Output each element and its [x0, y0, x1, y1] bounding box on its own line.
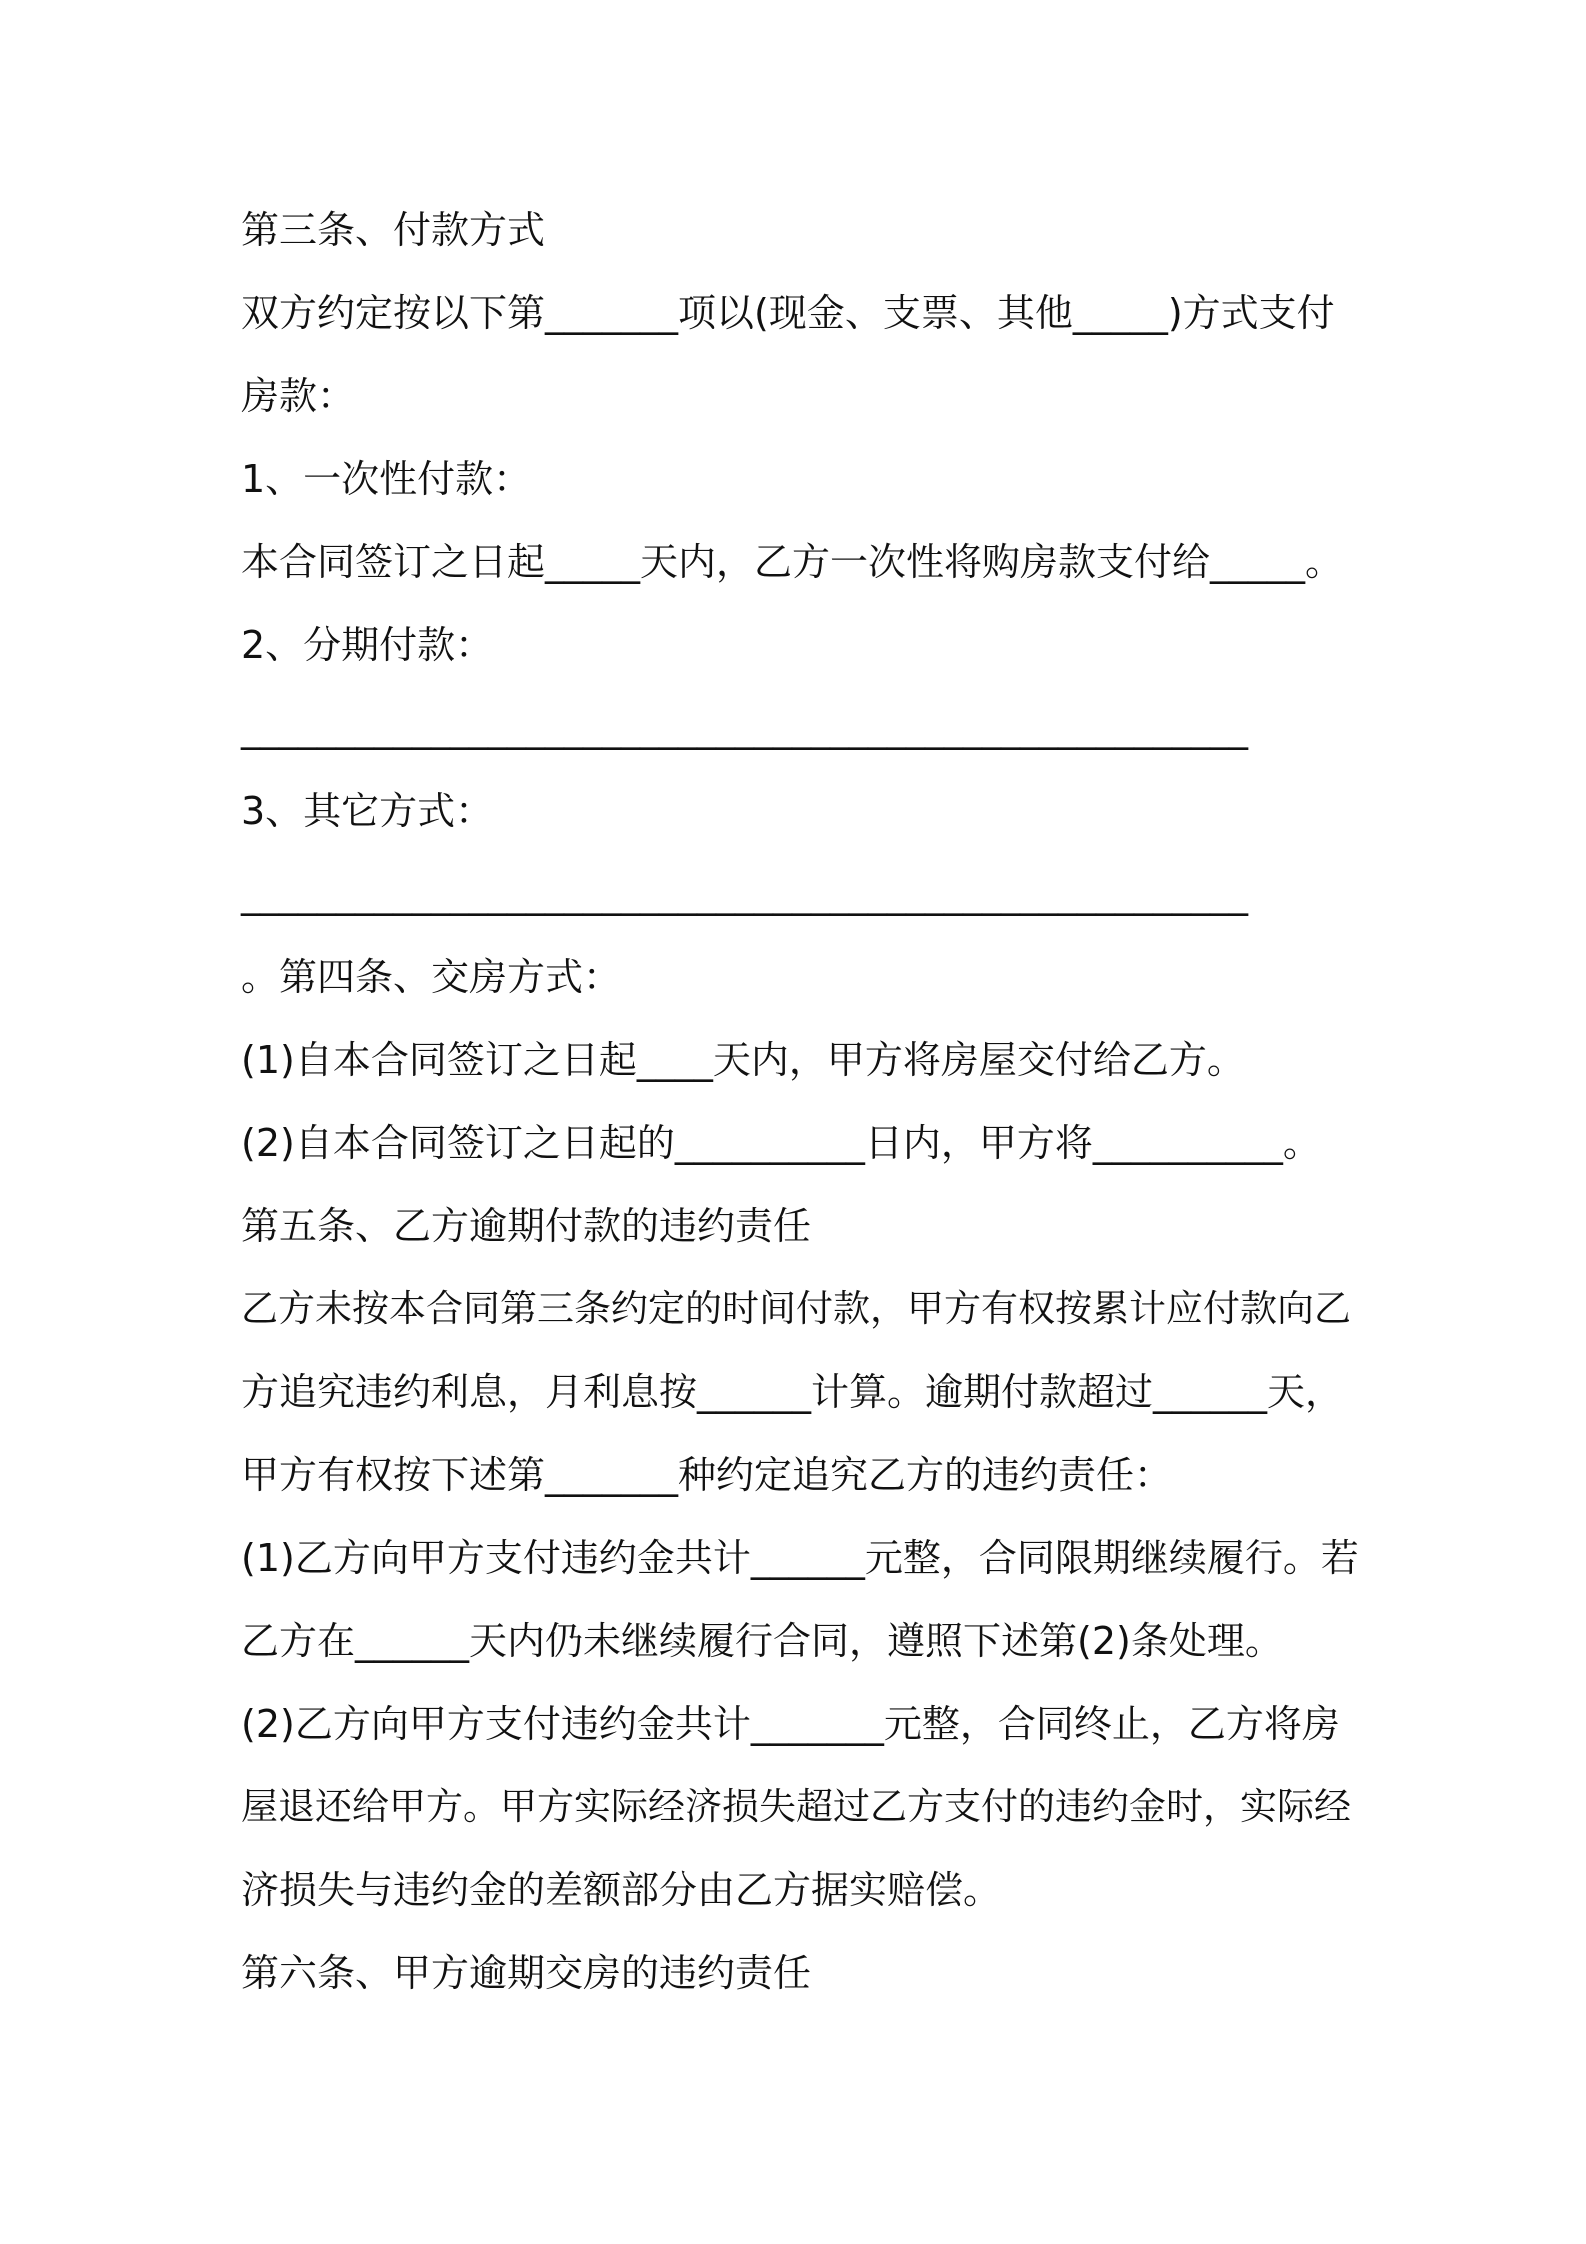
article-5-heading: 第五条、乙方逾期付款的违约责任 — [241, 1204, 812, 1248]
article-3-heading: 第三条、付款方式 — [241, 208, 546, 252]
installment-blank-line: _____________________________________________________ — [241, 706, 1248, 750]
penalty-item-1-line-2: 乙方在______天内仍未继续履行合同，遵照下述第(2)条处理。 — [241, 1619, 1283, 1663]
article-6-heading: 第六条、甲方逾期交房的违约责任 — [241, 1951, 812, 1995]
payment-method-clause: 双方约定按以下第_______项以(现金、支票、其他_____)方式支付 — [241, 291, 1335, 335]
penalty-item-2-line-1: (2)乙方向甲方支付违约金共计_______元整，合同终止，乙方将房 — [241, 1702, 1340, 1746]
article-5-paragraph-line-3: 甲方有权按下述第_______种约定追究乙方的违约责任： — [241, 1453, 1173, 1497]
article-4-heading: 。第四条、交房方式： — [241, 955, 622, 999]
installment-heading: 2、分期付款： — [241, 623, 494, 667]
article-5-paragraph-line-2: 方追究违约利息，月利息按______计算。逾期付款超过______天， — [241, 1370, 1344, 1414]
lump-sum-clause: 本合同签订之日起_____天内，乙方一次性将购房款支付给_____。 — [241, 540, 1344, 584]
penalty-item-1-line-1: (1)乙方向甲方支付违约金共计______元整，合同限期继续履行。若 — [241, 1536, 1359, 1580]
handover-item-2: (2)自本合同签订之日起的__________日内，甲方将__________。 — [241, 1121, 1321, 1165]
lump-sum-heading: 1、一次性付款： — [241, 457, 532, 501]
article-5-paragraph-line-1: 乙方未按本合同第三条约定的时间付款，甲方有权按累计应付款向乙 — [241, 1287, 1351, 1330]
penalty-item-2-line-2: 屋退还给甲方。甲方实际经济损失超过乙方支付的违约金时，实际经 — [241, 1785, 1351, 1828]
other-method-blank-line: _____________________________________________________ — [241, 872, 1248, 916]
payment-method-clause-cont: 房款： — [241, 374, 356, 418]
penalty-item-2-line-3: 济损失与违约金的差额部分由乙方据实赔偿。 — [241, 1868, 1002, 1912]
other-method-heading: 3、其它方式： — [241, 789, 494, 833]
handover-item-1: (1)自本合同签订之日起____天内，甲方将房屋交付给乙方。 — [241, 1038, 1245, 1082]
